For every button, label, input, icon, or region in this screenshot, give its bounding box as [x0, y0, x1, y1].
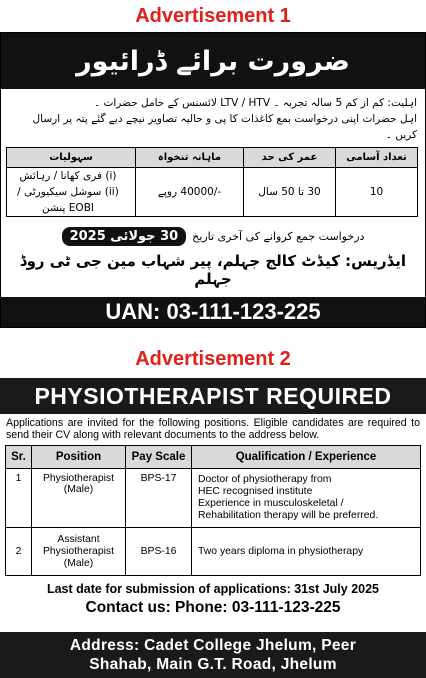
- ad2-row2-position: [32, 528, 126, 576]
- table-row: [6, 528, 421, 576]
- ad2-th-pay: Pay Scale: [126, 446, 192, 469]
- ad2-row1-position-line2: (Male): [63, 484, 94, 495]
- ad1-th-benefits: سہولیات: [7, 148, 136, 168]
- ad1-cell-count: 10: [336, 168, 418, 217]
- ad1-deadline-text: درخواست جمع کروانے کی آخری تاریخ: [192, 230, 365, 243]
- ad2-last-date: Last date for submission of applications: 31st July 2025: [46, 582, 380, 596]
- ad2-address-line2: Shahab, Main G.T. Road, Jhelum: [89, 656, 337, 673]
- ad2-address: [0, 632, 426, 678]
- ad2-row2-pay: BPS-16: [126, 528, 192, 576]
- ad2-row1-qual-line1: Doctor of physiotherapy from: [198, 474, 332, 485]
- advertisement-2: [0, 378, 426, 678]
- table-row: [6, 469, 421, 528]
- ad2-row2-qualification: Two years diploma in physiotherapy: [192, 528, 421, 576]
- advertisement-1: [0, 32, 426, 328]
- ad1-th-count: تعداد آسامی: [336, 148, 418, 168]
- ad1-vacancy-table: [6, 147, 418, 217]
- ad2-row1-position: [32, 469, 126, 528]
- ad2-row1-qual-line4: Rehabilitation therapy will be preferred.: [198, 510, 379, 521]
- ad1-body: [1, 95, 425, 288]
- ad1-th-salary: ماہانہ تنخواہ: [136, 148, 244, 168]
- ad1-header: ضرورت برائے ڈرائیور: [1, 33, 425, 89]
- ad2-table-header: [6, 446, 421, 469]
- ad2-row1-pay: BPS-17: [126, 469, 192, 528]
- ad2-row1-position-line1: Physiotherapist: [42, 473, 115, 484]
- ad2-row2-position-line2: Physiotherapist: [42, 545, 115, 557]
- ad2-row1-qual-line3: Experience in musculoskeletal /: [198, 498, 344, 509]
- ad1-th-age: عمر کی حد: [244, 148, 336, 168]
- ad1-instruction: اہل حضرات اپنی درخواست بمع کاغذات کا پی و حالیہ تصاویر نیچے دیے گئے پتہ پر ارسال کریں ۔: [32, 113, 417, 141]
- ad2-row2-position-line1: Assistant: [57, 533, 100, 545]
- advertisement-1-label: Advertisement 1: [135, 5, 291, 27]
- ad1-uan: UAN: 03-111-123-225: [1, 297, 425, 327]
- ad2-address-line1: Address: Cadet College Jhelum, Peer: [69, 637, 357, 654]
- ad1-deadline-date: 30 جولائی 2025: [62, 227, 187, 246]
- advertisement-2-label: Advertisement 2: [135, 348, 291, 370]
- ad2-positions-table: [5, 445, 421, 576]
- ad2-th-qualification: Qualification / Experience: [192, 446, 421, 469]
- ad1-benefit-2: (ii) سوشل سیکیورٹی / EOBI پنشن: [17, 186, 119, 214]
- ad1-cell-salary: -/40000 روپے: [136, 168, 244, 217]
- ad2-intro: Applications are invited for the following positions. Eligible candidates are required to send their CV along with relevant documents to the address below.: [6, 417, 420, 441]
- ad2-th-position: Position: [32, 446, 126, 469]
- ad1-table-header: [7, 148, 418, 168]
- ad2-row1-qualification: [192, 469, 421, 528]
- ad2-th-sr: Sr.: [6, 446, 32, 469]
- ad1-deadline: [1, 227, 425, 246]
- ad2-row2-sr: 2: [6, 528, 32, 576]
- ad2-contact: Contact us: Phone: 03-111-123-225: [85, 599, 341, 616]
- ad1-address: ایڈریس: کیڈٹ کالج جہلم، پیر شہاب مین جی ٹی روڈ جہلم: [19, 252, 407, 288]
- ad1-benefit-1: (i) فری کھانا / رہائش: [19, 170, 117, 182]
- ad2-row1-qual-line2: HEC recognised institute: [198, 486, 313, 497]
- ad2-row2-position-line3: (Male): [63, 557, 94, 569]
- ad1-cell-benefits: [7, 168, 136, 217]
- ad1-eligibility: اہلیت: کم از کم 5 سالہ تجربہ ۔ LTV / HTV لائسنس کے حامل حضرات ۔: [94, 97, 417, 109]
- ad2-row1-sr: 1: [6, 469, 32, 528]
- table-row: [7, 168, 418, 217]
- ad2-header: PHYSIOTHERAPIST REQUIRED: [0, 378, 426, 414]
- ad1-cell-age: 30 تا 50 سال: [244, 168, 336, 217]
